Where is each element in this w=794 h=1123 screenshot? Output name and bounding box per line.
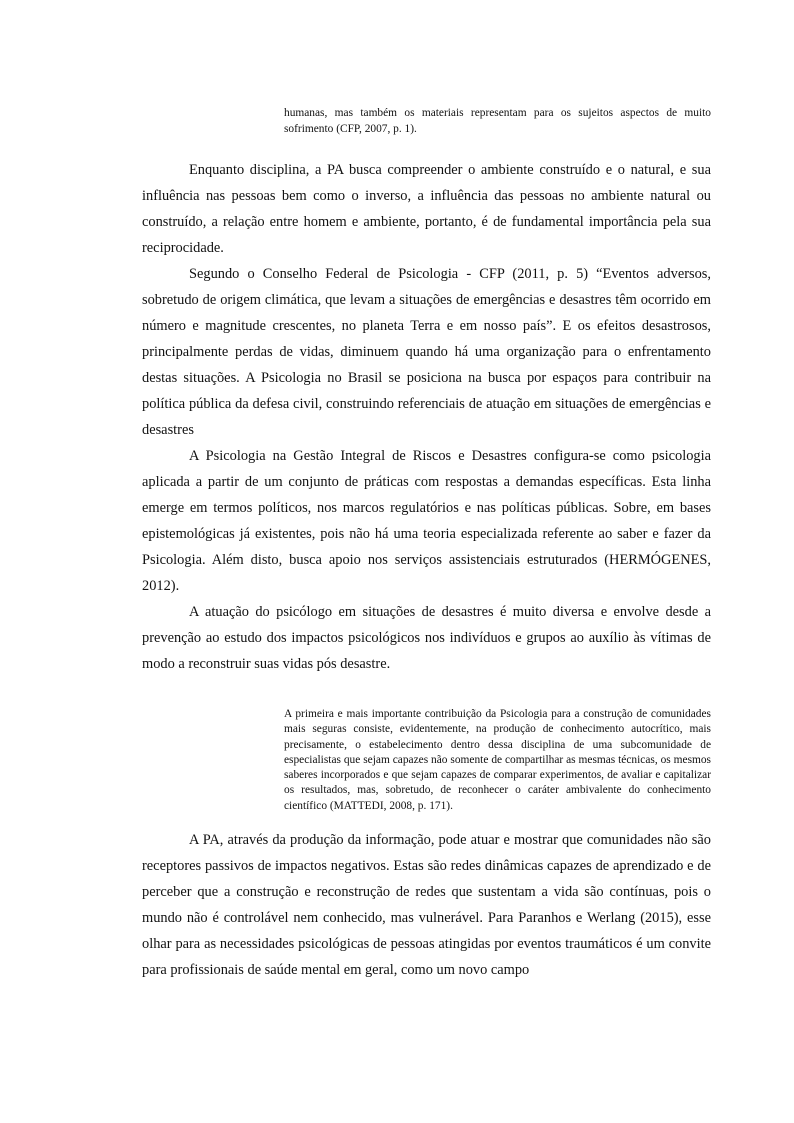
paragraph-cfp-events: Segundo o Conselho Federal de Psicologia - CFP (2011, p. 5) “Eventos adversos, sobretudo de origem climática, que levam a situações de emergências e desastres têm ocorrido em número e magnitude crescentes, no planeta Terra e em nosso país”. E os efeitos desastrosos, principalmente perdas de vidas, diminuem quando há uma organização para o enfrentamento destas situações. A Psicologia no Brasil se posiciona na busca por espaços para contribuir na política pública da defesa civil, construindo referenciais de atuação em situações de emergências e desastres: [142, 266, 711, 438]
block-quote-continuation: humanas, mas também os materiais representam para os sujeitos aspectos de muito sofrimento (CFP, 2007, p. 1).: [284, 107, 711, 135]
paragraph-risk-management: A Psicologia na Gestão Integral de Riscos e Desastres configura-se como psicologia aplicada a partir de um conjunto de práticas com respostas a demandas específicas. Esta linha emerge em termos políticos, nos marcos regulatórios e nas políticas públicas. Sobre, em bases epistemológicas já existentes, pois não há uma teoria especializada referente ao saber e fazer da Psicologia. Além disto, busca apoio nos serviços assistenciais estruturados (HERMÓGENES, 2012).: [142, 448, 711, 594]
block-quote-mattedi: A primeira e mais importante contribuição da Psicologia para a construção de comunidades mais seguras consiste, evidentemente, na produção de conhecimento autocrítico, mais precisamente, o estabelecimento dentro dessa disciplina de uma subcomunidade de especialistas que sejam capazes não somente de compartilhar as mesmas técnicas, os mesmos saberes incorporados e que sejam capazes de comparar experimentos, de avaliar e capitalizar os resultados, mas, sobretudo, de reconhecer o caráter ambivalente do conhecimento científico (MATTEDI, 2008, p. 171).: [284, 708, 711, 812]
paragraph-pa-discipline: Enquanto disciplina, a PA busca compreender o ambiente construído e o natural, e sua influência nas pessoas bem como o inverso, a influência das pessoas no ambiente natural ou construído, a relação entre homem e ambiente, portanto, é de fundamental importância pela sua reciprocidade.: [142, 162, 711, 256]
paragraph-psychologist-role: A atuação do psicólogo em situações de desastres é muito diversa e envolve desde a prevenção ao estudo dos impactos psicológicos nos indivíduos e grupos ao auxílio às vítimas de modo a reconstruir suas vidas pós desastre.: [142, 604, 711, 672]
body-text-section-2: [142, 827, 711, 983]
body-text-section-1: [142, 157, 711, 677]
paragraph-pa-information: A PA, através da produção da informação, pode atuar e mostrar que comunidades não são receptores passivos de impactos negativos. Estas são redes dinâmicas capazes de aprendizado e de perceber que a construção e reconstrução de redes que sustentam a vida são contínuas, pois o mundo não é controlável nem conhecido, mas vulnerável. Para Paranhos e Werlang (2015), esse olhar para as necessidades psicológicas de pessoas atingidas por eventos traumáticos é um convite para profissionais de saúde mental em geral, como um novo campo: [142, 832, 711, 978]
